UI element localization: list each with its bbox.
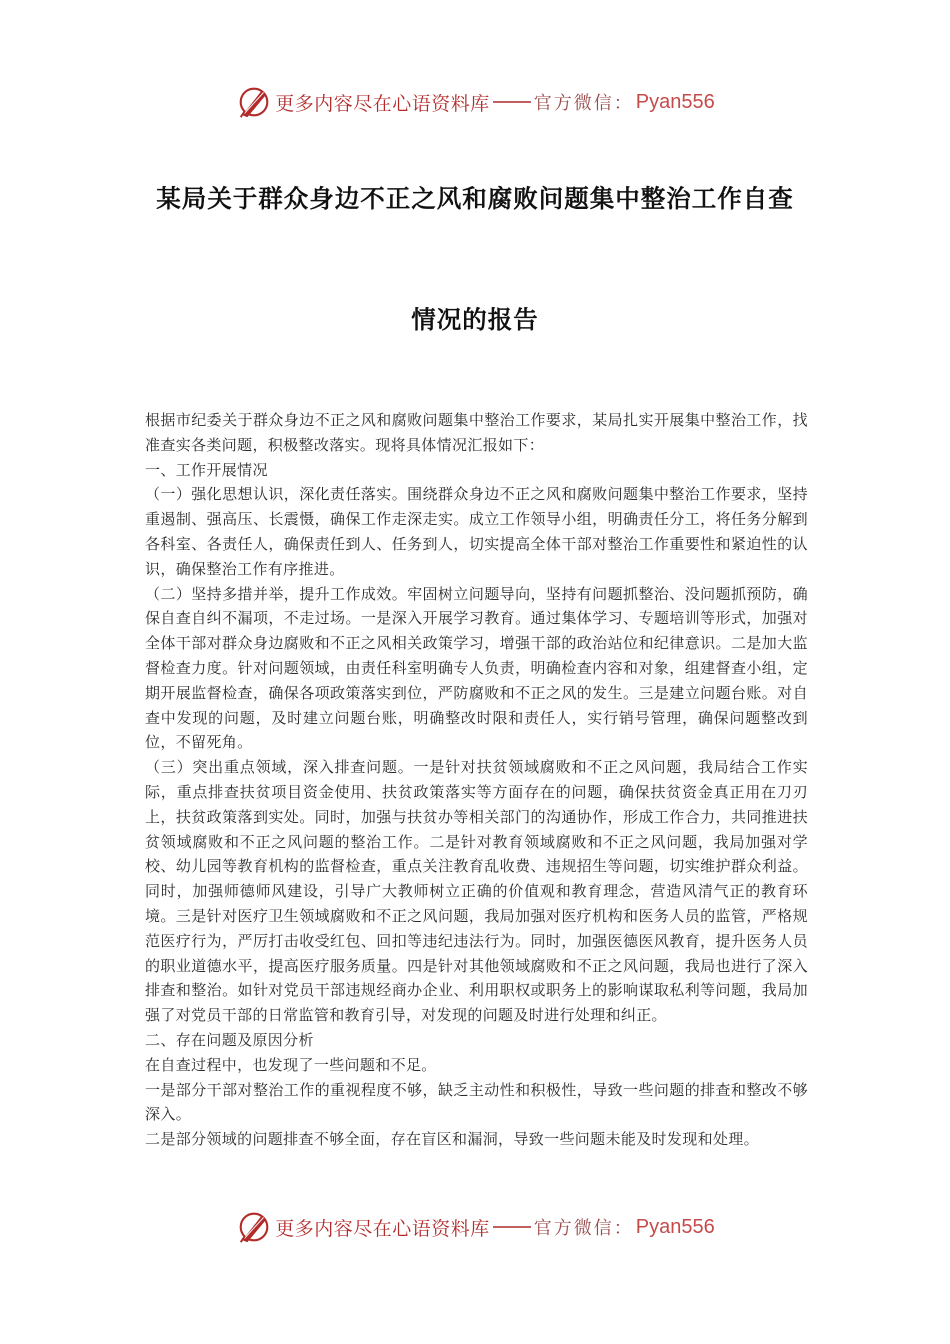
watermark-dash-divider: [493, 1226, 531, 1228]
footer-watermark-banner: [0, 1207, 950, 1247]
watermark-wechat-id: Pyan556: [635, 1215, 715, 1238]
watermark-wechat-label: 官方微信：: [533, 1218, 634, 1239]
body-paragraph-4: 在自查过程中，也发现了一些问题和不足。: [145, 1055, 437, 1074]
document-title-line-2: 情况的报告: [411, 305, 539, 334]
section-heading-1: 一、工作开展情况: [145, 460, 268, 479]
body-paragraph-1: （一）强化思想认识，深化责任落实。围绕群众身边不正之风和腐败问题集中整治工作要求，坚持重遏制、强高压、长震慑，确保工作走深走实。成立工作领导小组，明确责任分工，将任务分解到各科室、各责任人，确保责任到人、任务到人，切实提高全体干部对整治工作重要性和紧迫性的认识，确保整治工作有序推进。: [145, 485, 808, 578]
document-body: [145, 408, 808, 1152]
body-paragraph-2: （二）坚持多措并举，提升工作成效。牢固树立问题导向，坚持有问题抓整治、没问题抓预防，确保自查自纠不漏项，不走过场。一是深入开展学习教育。通过集体学习、专题培训等形式，加强对全体干部对群众身边腐败和不正之风相关政策学习，增强干部的政治站位和纪律意识。二是加大监督检查力度。针对问题领域，由责任科室明确专人负责，明确检查内容和对象，组建督查小组，定期开展监督检查，确保各项政策落实到位，严防腐败和不正之风的发生。三是建立问题台账。对自查中发现的问题，及时建立问题台账，明确整改时限和责任人，实行销号管理，确保问题整改到位，不留死角。: [145, 584, 808, 752]
body-paragraph-6: 二是部分领域的问题排查不够全面，存在盲区和漏洞，导致一些问题未能及时发现和处理。: [145, 1130, 760, 1149]
document-title-line-1: 某局关于群众身边不正之风和腐败问题集中整治工作自查: [156, 184, 794, 213]
section-heading-2: 二、存在问题及原因分析: [145, 1030, 314, 1049]
watermark-brand-text: 更多内容尽在心语资料库: [275, 92, 490, 115]
watermark-wechat-id: Pyan556: [635, 90, 715, 113]
watermark-dash-divider: [493, 101, 531, 103]
quill-pen-logo-icon: [235, 1208, 273, 1246]
watermark-wechat-label: 官方微信：: [533, 93, 634, 114]
intro-paragraph: 根据市纪委关于群众身边不正之风和腐败问题集中整治工作要求，某局扎实开展集中整治工作，找准查实各类问题，积极整改落实。现将具体情况汇报如下：: [145, 411, 808, 454]
body-paragraph-3: （三）突出重点领域，深入排查问题。一是针对扶贫领域腐败和不正之风问题，我局结合工作实际，重点排查扶贫项目资金使用、扶贫政策落实等方面存在的问题，确保扶贫资金真正用在刀刃上，扶贫政策落到实处。同时，加强与扶贫办等相关部门的沟通协作，形成工作合力，共同推进扶贫领域腐败和不正之风问题的整治工作。二是针对教育领域腐败和不正之风问题，我局加强对学校、幼儿园等教育机构的监督检查，重点关注教育乱收费、违规招生等问题，切实维护群众利益。同时，加强师德师风建设，引导广大教师树立正确的价值观和教育理念，营造风清气正的教育环境。三是针对医疗卫生领域腐败和不正之风问题，我局加强对医疗机构和医务人员的监管，严格规范医疗行为，严厉打击收受红包、回扣等违纪违法行为。同时，加强医德医风教育，提升医务人员的职业道德水平，提高医疗服务质量。四是针对其他领域腐败和不正之风问题，我局也进行了深入排查和整治。如针对党员干部违规经商办企业、利用职权或职务上的影响谋取私利等问题，我局加强了对党员干部的日常监管和教育引导，对发现的问题及时进行处理和纠正。: [145, 758, 808, 1025]
body-paragraph-5: 一是部分干部对整治工作的重视程度不够，缺乏主动性和积极性，导致一些问题的排查和整改不够深入。: [145, 1080, 808, 1124]
quill-pen-logo-icon: [235, 83, 273, 121]
header-watermark-banner: [0, 82, 950, 122]
watermark-brand-text: 更多内容尽在心语资料库: [275, 1217, 490, 1240]
